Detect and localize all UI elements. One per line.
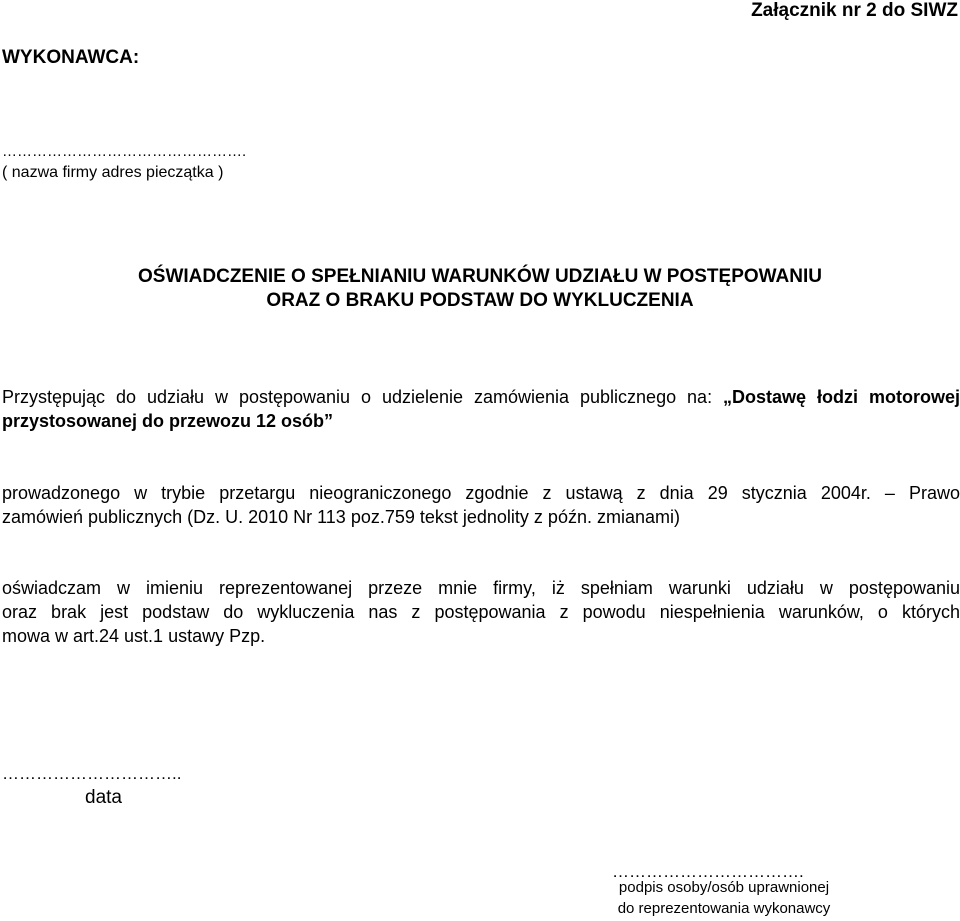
- declaration-line: mowa w art.24 ust.1 ustawy Pzp.: [2, 626, 266, 646]
- procedure-line: zamówień publicznych (Dz. U. 2010 Nr 113 poz.759 tekst jednolity z późn. zmianami): [2, 507, 680, 527]
- signature-label-line2: do reprezentowania wykonawcy: [617, 900, 831, 917]
- attachment-label: Załącznik nr 2 do SIWZ: [751, 0, 958, 21]
- contractor-hint: ( nazwa firmy adres pieczątka ): [2, 164, 224, 181]
- declaration-paragraph: [2, 576, 960, 648]
- declaration-line: oraz brak jest podstaw do wykluczenia nas z postępowania z powodu niespełnienia warunków, o których: [2, 602, 960, 622]
- signature-dots: …………………………….: [612, 862, 804, 881]
- date-dots: …………………………..: [2, 764, 182, 783]
- declaration-line: oświadczam w imieniu reprezentowanej przeze mnie firmy, iż spełniam warunki udziału w postępowaniu: [2, 578, 960, 598]
- document-title-line1: OŚWIADCZENIE O SPEŁNIANIU WARUNKÓW UDZIAŁU W POSTĘPOWANIU: [138, 266, 822, 287]
- date-label: data: [85, 787, 122, 808]
- signature-label-line1: podpis osoby/osób uprawnionej: [618, 879, 830, 896]
- intro-paragraph: [2, 385, 960, 433]
- contractor-label: WYKONAWCA:: [2, 47, 140, 68]
- procurement-subject: „Dostawę łodzi motorowej przystosowanej do przewozu 12 osób”: [2, 387, 960, 431]
- procedure-line: prowadzonego w trybie przetargu nieograniczonego zgodnie z ustawą z dnia 29 stycznia 2004r. – Prawo: [2, 483, 960, 503]
- intro-text: Przystępując do udziału w postępowaniu o udzielenie zamówienia publicznego na:: [2, 387, 724, 407]
- contractor-dots: ………………………………………….: [2, 143, 247, 160]
- document-title-line2: ORAZ O BRAKU PODSTAW DO WYKLUCZENIA: [266, 290, 694, 311]
- procedure-paragraph: [2, 481, 960, 529]
